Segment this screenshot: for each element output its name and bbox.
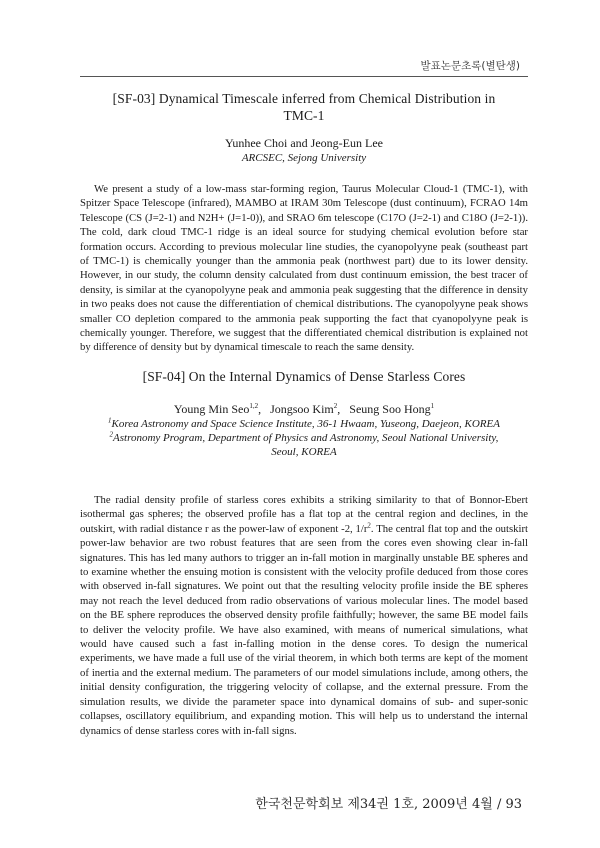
header-rule — [80, 76, 528, 77]
article-title — [80, 90, 528, 124]
author-name: Seung Soo Hong — [349, 402, 431, 416]
affiliation-text: Seoul, KOREA — [271, 446, 337, 458]
article-title: [SF-04] On the Internal Dynamics of Dense Starless Cores — [142, 369, 466, 384]
affiliation — [80, 431, 528, 445]
affiliation: ARCSEC, Sejong University — [241, 152, 367, 164]
article-sf-03 — [80, 90, 528, 355]
affiliation — [80, 417, 528, 431]
author-affil-mark: 1,2 — [249, 402, 259, 410]
abstract-text: . The central flat top and the outskirt power-law behavior are two robust features that are seen from the cores even showing clear in-fall signatures. This has led many authors to trigger an in-fall motion in marginally unstable BE spheres and to examine whether the ensuing motion is consistent with the velocity profile deduced from those cores with observed in-fall signatures. We point out that the resulting velocity profile inside the BE spheres may not reach the level deduced from radio observations of various molecular lines. The model based on the BE sphere reproduces the observed density profile faithfully; however, the same BE model fails to deliver the velocity profile. We have also examined, with means of numerical simulations, what would have caused such a fast in-falling motion in the dense cores. To design the numerical experiments, we have made a full use of the virial theorem, in which both terms are kept of the moment of inertia and the external medium. The parameters of our model simulations include, among others, the initial density configuration, the triggering velocity of collapse, and the external pressure. From the simulation results, we divide the parameter space into dynamical domains of sub- and super-sonic collapses, oscillatory equilibrium, and expanding motion. This will help us to understand the internal dynamics of dense starless cores with in-fall signs. — [80, 522, 528, 737]
running-head: 발표논문초록(별탄생) — [420, 60, 520, 72]
author-name: Jongsoo Kim — [270, 402, 334, 416]
author-name: Young Min Seo — [173, 402, 250, 416]
affil-mark: 2 — [109, 430, 114, 439]
abstract: We present a study of a low-mass star-forming region, Taurus Molecular Cloud-1 (TMC-1), with Spitzer Space Telescope (infrared), MAMBO at IRAM 30m Telescope (dust continuum), FCRAO 14m Telescope (CS (J=2-1) and N2H+ (J=1-0)), and SRAO 6m telescope (C17O (J=2-1) and C18O (J=2-1)). The cold, dark cloud TMC-1 ridge is an ideal source for studying chemical evolution before star formation occurs. According to previous molecular line studies, the cyanopolyyne peak (southeast part of TMC-1) is chemically younger than the ammonia peak (northwest part) due to its lower density. However, in our study, the column density calculated from dust continuum emission, the best tracer of density, is similar at the cyanopolyyne peak and ammonia peak suggesting that the difference in density in two peaks does not cause the differentiation of chemical distributions. The cyanopolyyne peak shows smaller CO depletion compared to the ammonia peak supporting the fact that cyanopolyyne peak is chemically younger. Therefore, we suggest that the differentiated chemical distribution is explained not by difference of density but by dynamical timescale to reach the same density. — [80, 183, 528, 354]
title-line-1: [SF-03] Dynamical Timescale inferred from Chemical Distribution in — [112, 91, 496, 106]
abstract-text: The radial density profile of starless cores exhibits a striking similarity to that of Bonnor-Ebert isothermal gas spheres; the observed profile has a flat top at the central region and declines, in the outskirt, with radial distance r as the power-law of exponent -2, 1/r — [80, 494, 528, 535]
author-list: Yunhee Choi and Jeong-Eun Lee — [225, 136, 383, 150]
affil-mark: 1 — [108, 416, 112, 425]
affiliation-text: Astronomy Program, Department of Physics and Astronomy, Seoul National University, — [113, 432, 499, 444]
abstract-exponent: 2 — [367, 521, 371, 530]
article-sf-04 — [80, 368, 528, 738]
page-footer: 한국천문학회보 제34권 1호, 2009년 4월 / 93 — [255, 797, 522, 812]
affiliation-text: Korea Astronomy and Space Science Institute, 36-1 Hwaam, Yuseong, Daejeon, KOREA — [111, 418, 500, 430]
author-affil-mark: 2 — [333, 402, 338, 410]
affiliation — [80, 445, 528, 459]
abstract — [80, 493, 528, 738]
title-line-2: TMC-1 — [283, 108, 325, 123]
author-list: Young Min Seo$^{1,2}$, Jongsoo Kim$^2$, Seung Soo Hong$^1$ — [173, 402, 435, 416]
author-affil-mark: 1 — [430, 402, 435, 410]
